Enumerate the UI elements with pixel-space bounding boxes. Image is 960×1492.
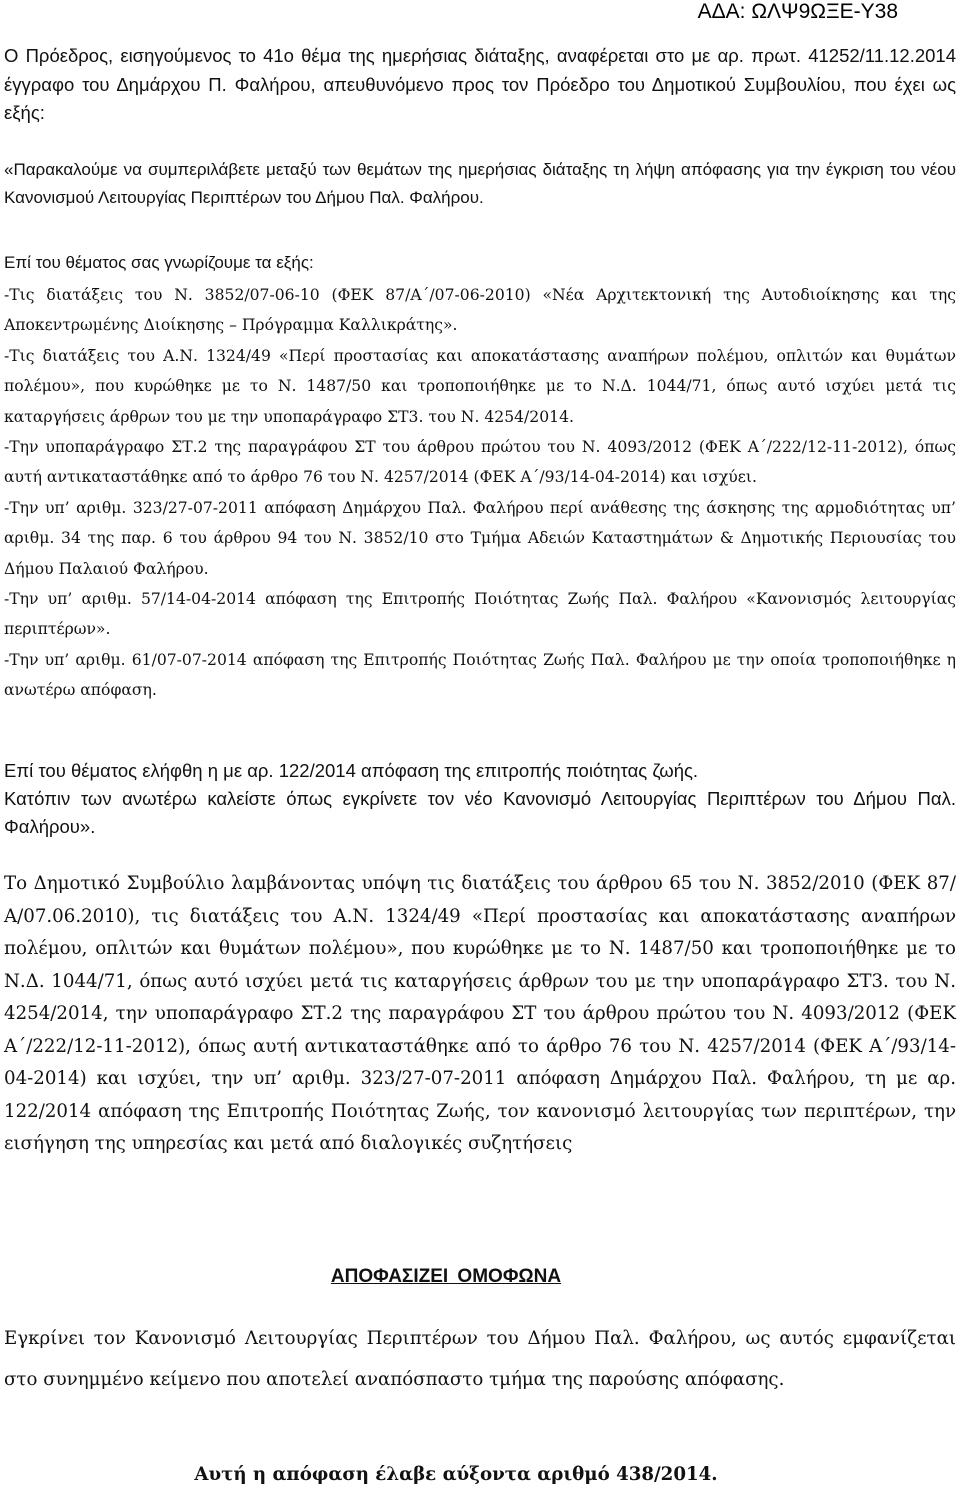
provision-item: -Την υποπαράγραφο ΣΤ.2 της παραγράφου ΣΤ του άρθρου πρώτου του Ν. 4093/2012 (ΦΕΚ Α΄/222/12-11-2012), όπως αυτή αντικαταστάθηκε από το άρθρο 76 του Ν. 4257/2014 (ΦΕΚ Α΄/93/14-04-2014) και ισχύει. — [4, 438, 956, 487]
council-text: Το Δημοτικό Συμβούλιο λαμβάνοντας υπόψη τις διατάξεις του άρθρου 65 του Ν. 3852/2010 (ΦΕΚ 87/Α/07.06.2010), τις διατάξεις του Α.Ν. 1324/49 «Περί προστασίας και αποκατάστασης αναπήρων πολέμου, οπλιτών και θυμάτων πολέμου», που κυρώθηκε με το Ν. 1487/50 και τροποποιήθηκε με το Ν.Δ. 1044/71, όπως αυτό ισχύει μετά τις καταργήσεις άρθρων του με την υποπαράγραφο ΣΤ3. του Ν. 4254/2014, την υποπαράγραφο ΣΤ.2 της παραγράφου ΣΤ του άρθρου πρώτου του Ν. 4093/2012 (ΦΕΚ Α΄/222/12-11-2012), όπως αυτή αντικαταστάθηκε από το άρθρο 76 του Ν. 4257/2014 (ΦΕΚ Α΄/93/14-04-2014) και ισχύει, την υπ’ αριθμ. 323/27-07-2011 απόφαση Δημάρχου Παλ. Φαλήρου, τη με αρ. 122/2014 απόφαση της Επιτροπής Ποιότητας Ζωής, τον κανονισμό λειτουργίας των περιπτέρων, την εισήγηση της υπηρεσίας και μετά από διαλογικές συζητήσεις — [4, 873, 956, 1154]
quote-paragraph — [4, 156, 956, 212]
provision-item: -Την υπ’ αριθμ. 61/07-07-2014 απόφαση της Επιτροπής Ποιότητας Ζωής Παλ. Φαλήρου με την οποία τροποποιήθηκε η ανωτέρω απόφαση. — [4, 650, 956, 700]
provision-item: -Την υπ’ αριθμ. 57/14-04-2014 απόφαση της Επιτροπής Ποιότητας Ζωής Παλ. Φαλήρου «Κανονισμός λειτουργίας περιπτέρων». — [4, 590, 956, 639]
quote-text: «Παρακαλούμε να συμπεριλάβετε μεταξύ των θεμάτων της ημερήσιας διάταξης τη λήψη απόφασης για την έγκριση του νέου Κανονισμού Λειτουργίας Περιπτέρων του Δήμου Παλ. Φαλήρου. — [4, 160, 956, 207]
council-paragraph — [4, 868, 956, 1161]
decision-paragraph — [4, 1318, 956, 1400]
notice-text: Επί του θέματος σας γνωρίζουμε τα εξής: — [4, 253, 314, 272]
decision-text: Εγκρίνει τον Κανονισμό Λειτουργίας Περιπτέρων του Δήμου Παλ. Φαλήρου, ως αυτός εμφανίζεται στο συνημμένο κείμενο που αποτελεί αναπόσπαστο τμήμα της παρούσης απόφασης. — [4, 1328, 956, 1390]
provisions-list — [4, 280, 956, 706]
decision-number-line: Αυτή η απόφαση έλαβε αύξοντα αριθμό 438/2014. — [194, 1464, 718, 1485]
decision-heading: ΑΠΟΦΑΣΙΖΕΙ ΟΜΟΦΩΝΑ — [330, 1266, 562, 1287]
committee-decision-line: Επί του θέματος ελήφθη η με αρ. 122/2014 απόφαση της επιτροπής ποιότητας ζωής. — [4, 760, 699, 781]
ada-header: ΑΔΑ: ΩΛΨ9ΩΞΕ-Υ38 — [697, 0, 898, 23]
provision-item: -Την υπ’ αριθμ. 323/27-07-2011 απόφαση Δημάρχου Παλ. Φαλήρου περί ανάθεσης της άσκησης της αρμοδιότητας υπ’ αριθμ. 34 της παρ. 6 του άρθρου 94 του Ν. 3852/10 στο Τμήμα Αδειών Καταστημάτων & Δημοτικής Περιουσίας του Δήμου Παλαιού Φαλήρου. — [4, 498, 956, 578]
intro-paragraph — [4, 42, 956, 128]
approval-request-line: Κατόπιν των ανωτέρω καλείστε όπως εγκρίνετε τον νέο Κανονισμό Λειτουργίας Περιπτέρων του Δήμου Παλ. Φαλήρου». — [4, 788, 956, 837]
notice-line — [4, 248, 956, 278]
closing-paragraphs — [4, 757, 956, 841]
provision-item: -Τις διατάξεις του Ν. 3852/07-06-10 (ΦΕΚ 87/Α΄/07-06-2010) «Νέα Αρχιτεκτονική της Αυτοδιοίκησης και της Αποκεντρωμένης Διοίκησης – Πρόγραμμα Καλλικράτης». — [4, 286, 956, 335]
provision-item: -Τις διατάξεις του Α.Ν. 1324/49 «Περί προστασίας και αποκατάστασης αναπήρων πολέμου, οπλιτών και θυμάτων πολέμου», που κυρώθηκε με το Ν. 1487/50 και τροποποιήθηκε με το Ν.Δ. 1044/71, όπως αυτό ισχύει μετά τις καταργήσεις άρθρων του με την υποπαράγραφο ΣΤ3. του Ν. 4254/2014. — [4, 346, 956, 426]
intro-text: Ο Πρόεδρος, εισηγούμενος το 41ο θέμα της ημερήσιας διάταξης, αναφέρεται στο με αρ. πρωτ. 41252/11.12.2014 έγγραφο του Δημάρχου Π. Φαλήρου, απευθυνόμενο προς τον Πρόεδρο του Δημοτικού Συμβουλίου, που έχει ως εξής: — [4, 45, 956, 123]
